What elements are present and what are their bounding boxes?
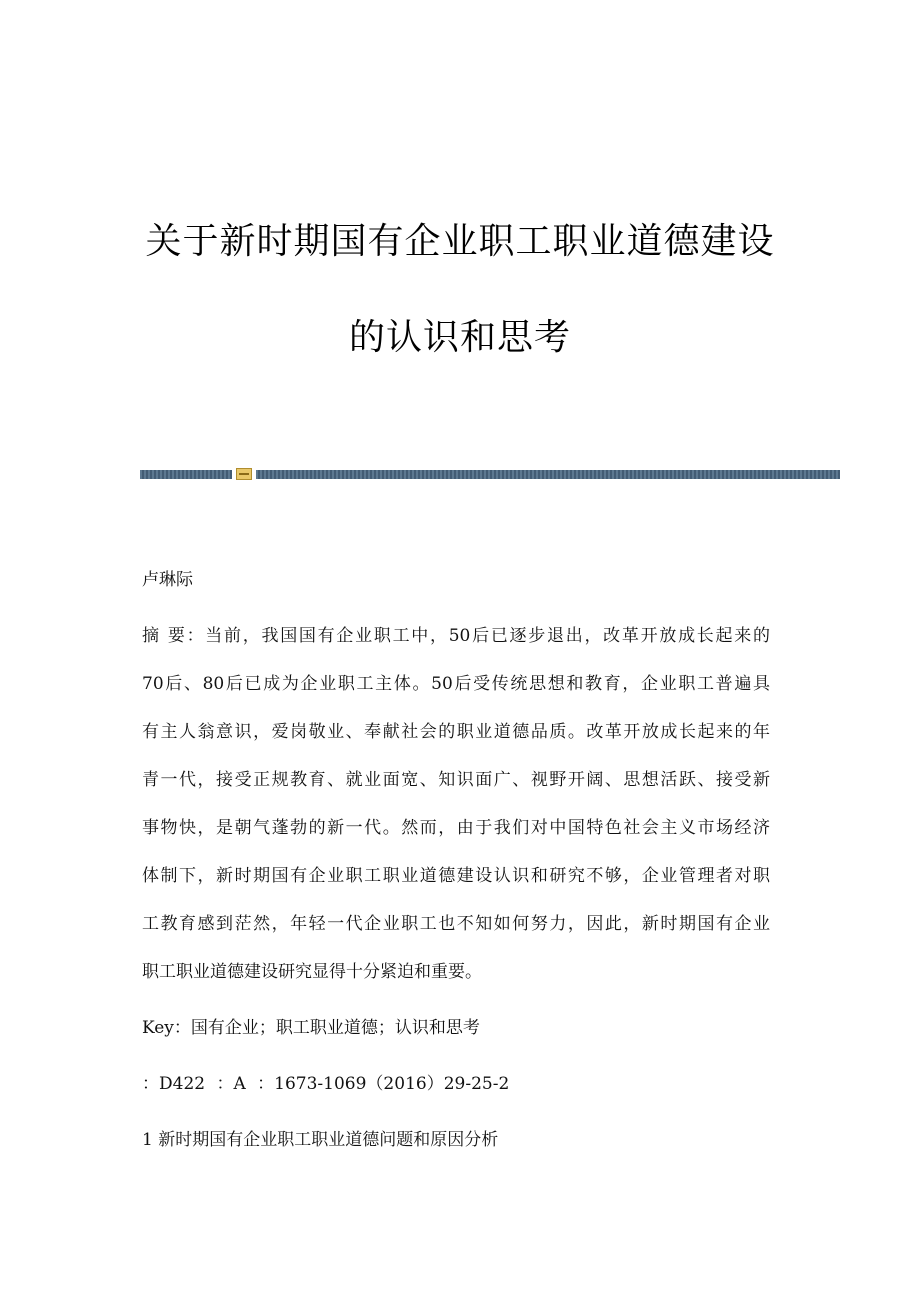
section-heading: 1 新时期国有企业职工职业道德问题和原因分析 — [142, 1130, 499, 1150]
document-title-line-1: 关于新时期国有企业职工职业道德建设 — [145, 221, 775, 262]
divider-ornament-icon — [236, 468, 252, 480]
author-name: 卢琳际 — [142, 570, 193, 590]
title-divider-right — [256, 470, 840, 479]
abstract-line: 职工职业道德建设研究显得十分紧迫和重要。 — [142, 962, 482, 982]
title-divider-left — [140, 470, 232, 479]
keywords-line: Key：国有企业；职工职业道德；认识和思考 — [142, 1018, 480, 1038]
abstract-line: 70后、80后已成为企业职工主体。50后受传统思想和教育，企业职工普遍具 — [142, 674, 770, 694]
abstract-line: 青一代，接受正规教育、就业面宽、知识面广、视野开阔、思想活跃、接受新 — [142, 770, 770, 790]
classification-line: ：D422 ：A ：1673-1069（2016）29-25-2 — [142, 1074, 510, 1094]
abstract-line: 事物快，是朝气蓬勃的新一代。然而，由于我们对中国特色社会主义市场经济 — [142, 818, 770, 838]
abstract-line: 体制下，新时期国有企业职工职业道德建设认识和研究不够，企业管理者对职 — [142, 866, 770, 886]
abstract-line: 工教育感到茫然，年轻一代企业职工也不知如何努力，因此，新时期国有企业 — [142, 914, 770, 934]
abstract-line: 有主人翁意识，爱岗敬业、奉献社会的职业道德品质。改革开放成长起来的年 — [142, 722, 770, 742]
document-title-line-2: 的认识和思考 — [348, 317, 571, 358]
abstract-line: 摘 要：当前，我国国有企业职工中，50后已逐步退出，改革开放成长起来的 — [142, 626, 770, 646]
